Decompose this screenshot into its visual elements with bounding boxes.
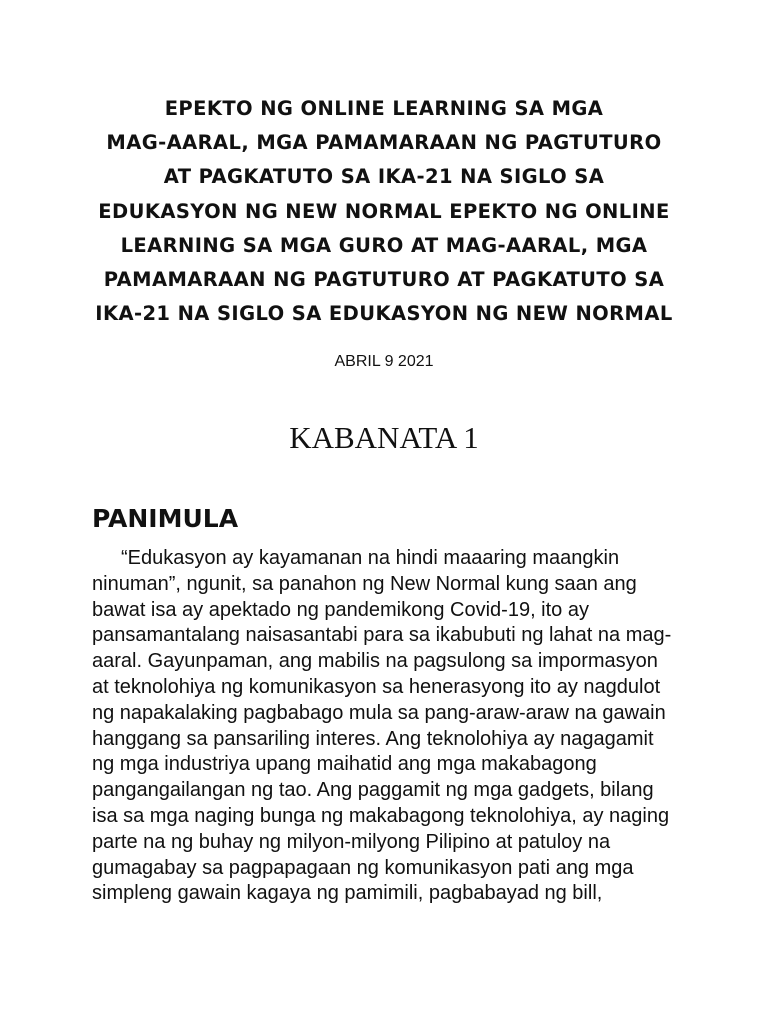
title-line: LEARNING SA MGA GURO AT MAG-AARAL, MGA [120,233,648,257]
paragraph-line: gumagabay sa pagpapagaan ng komunikasyon pati ang mga [92,856,634,879]
paragraph-line: ng mga industriya upang maihatid ang mga makabagong [92,753,597,776]
paragraph-line: at teknolohiya ng komunikasyon sa henerasyong ito ay nagdulot [92,675,661,698]
paragraph-line: pansamantalang naisasantabi para sa ikabubuti ng lahat na mag- [92,624,672,647]
document-title [88,92,680,331]
body-paragraph [92,546,692,907]
paragraph-line: “Edukasyon ay kayamanan na hindi maaaring maangkin [121,547,620,569]
title-line: EPEKTO NG ONLINE LEARNING SA MGA [164,97,604,120]
paragraph-line: ng napakalaking pagbabago mula sa pang-araw-araw na gawain [92,701,666,724]
paragraph-line: isa sa mga naging bunga ng makabagong teknolohiya, ay naging [92,804,670,827]
paragraph-line: simpleng gawain kagaya ng pamimili, pagbabayad ng bill, [92,882,603,905]
paragraph-line: pangangailangan ng tao. Ang paggamit ng mga gadgets, bilang [92,779,654,802]
title-line: PAMAMARAAN NG PAGTUTURO AT PAGKATUTO SA [103,268,665,292]
document-date: ABRIL 9 2021 [334,353,434,370]
title-line: AT PAGKATUTO SA IKA-21 NA SIGLO SA [163,165,605,189]
paragraph-line: bawat isa ay apektado ng pandemikong Covid-19, ito ay [92,598,589,621]
section-heading: PANIMULA [92,504,239,533]
title-line: EDUKASYON NG NEW NORMAL EPEKTO NG ONLINE [98,199,670,223]
title-line: IKA-21 NA SIGLO SA EDUKASYON NG NEW NORMAL [95,302,673,326]
chapter-heading: KABANATA 1 [289,420,479,455]
paragraph-line: parte na ng buhay ng milyon-milyong Pilipino at patuloy na [92,830,611,853]
paragraph-line: hanggang sa pansariling interes. Ang teknolohiya ay nagagamit [92,727,654,750]
paragraph-line: aaral. Gayunpaman, ang mabilis na pagsulong sa impormasyon [92,650,658,673]
title-line: MAG-AARAL, MGA PAMAMARAAN NG PAGTUTURO [106,131,662,155]
paragraph-line: ninuman”, ngunit, sa panahon ng New Normal kung saan ang [92,572,637,595]
